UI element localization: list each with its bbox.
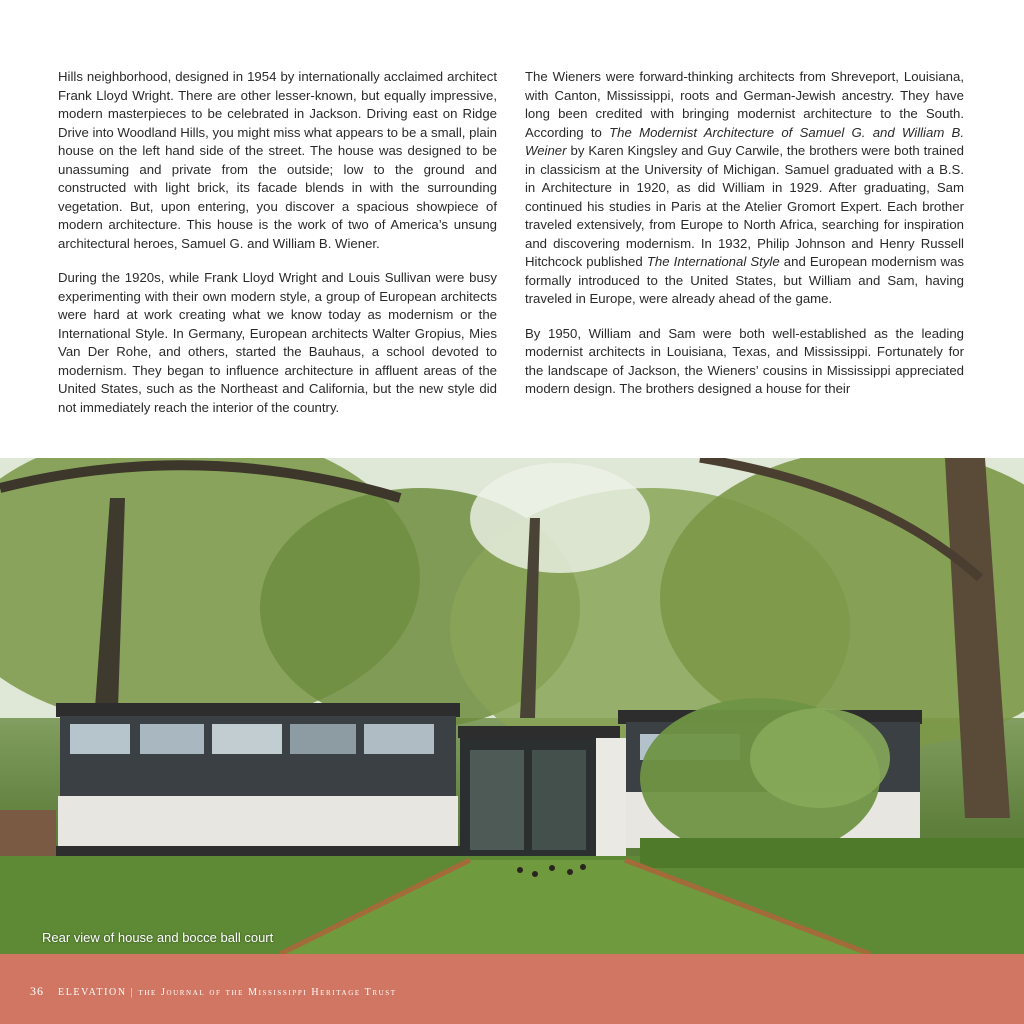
article-body [58, 68, 964, 428]
footer-line [30, 984, 397, 999]
page-number: 36 [30, 984, 44, 998]
house-photo [0, 458, 1024, 954]
text-run: The Wieners were forward-thinking architects from Shreveport, Louisiana, with Canton, Mississippi, roots and German-Jewish ancestry. They have long been credited with bringing modernist architecture to the South. According to [525, 69, 964, 140]
paragraph: By 1950, William and Sam were both well-established as the leading modernist architects in Louisiana, Texas, and Mississippi. Fortunately for the landscape of Jackson, the Wieners’ cousins in Mississippi appreciated modern design. The brothers designed a house for their [525, 325, 964, 396]
paragraph [525, 68, 964, 309]
text-run: and European modernism was formally introduced to the United States, but William and Sam, having traveled in Europe, were already ahead of the game. [525, 254, 964, 306]
paragraph: Hills neighborhood, designed in 1954 by internationally acclaimed architect Frank Lloyd Wright. There are other lesser-known, but equally impressive, modern masterpieces to be celebrated in Jackson. Driving east on Ridge Drive into Woodland Hills, you might miss what appears to be a small, plain house on the left hand side of the street. The house was designed to be unassuming and private from the outside; low to the ground and constructed with light brick, its facade blends in with the surrounding vegetation. But, upon entering, you discover a spacious showpiece of modern architecture. This house is the work of two of America’s unsung architectural heroes, Samuel G. and William B. Wiener. [58, 69, 497, 251]
house-illustration [0, 458, 1024, 954]
article-column-right [525, 68, 964, 428]
photo-caption: Rear view of house and bocce ball court [42, 930, 274, 945]
book-title: The Modernist Architecture of Samuel G. and William B. Weiner [525, 124, 964, 158]
journal-title: ELEVATION | the Journal of the Mississippi Heritage Trust [58, 987, 397, 998]
page-footer [0, 954, 1024, 1024]
text-run: by Karen Kingsley and Guy Carwile, the brothers were both trained in classicism at the University of Michigan. Samuel graduated with a B.S. in Architecture in 1920, as did William in 1929. After graduating, Sam continued his studies in Paris at the Atelier Gromort Expert. Each brother traveled extensively, from Europe to North Africa, searching for inspiration and discovering modernism. In 1932, Philip Johnson and Henry Russell Hitchcock published [525, 143, 964, 269]
book-title: The International Style [646, 254, 780, 269]
paragraph: During the 1920s, while Frank Lloyd Wright and Louis Sullivan were busy experimenting with their own modern style, a group of European architects were hard at work creating what we know today as modernism or the International Style. In Germany, European architects Walter Gropius, Mies Van Der Rohe, and others, started the Bauhaus, a school devoted to modernism. They began to influence architecture in affluent areas of the United States, such as the Northeast and California, but the new style did not immediately reach the interior of the country. [58, 270, 497, 415]
article-column-left [58, 68, 497, 428]
